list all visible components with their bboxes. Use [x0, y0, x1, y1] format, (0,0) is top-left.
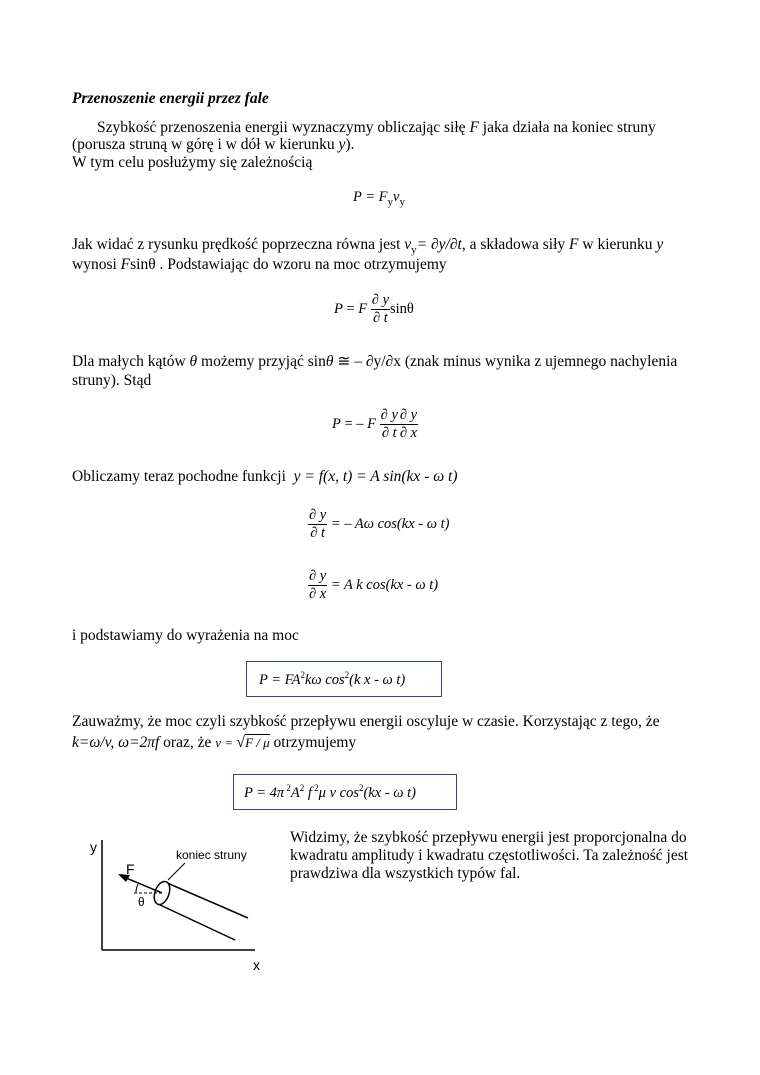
paragraph-1-line-3: W tym celu posłużymy się zależnością	[72, 154, 313, 171]
equation-power-definition: $P = F_yv_y$	[353, 189, 405, 208]
string-end-label: koniec struny	[176, 848, 247, 862]
string-end-figure	[80, 830, 280, 980]
string-edge-bottom	[158, 904, 235, 940]
paragraph-4: Obliczamy teraz pochodne funkcji y = f(x, t) = A sin(kx - ω t)	[72, 468, 458, 485]
paragraph-1-line-1: Szybkość przenoszenia energii wyznaczymy obliczając siłę F jaka działa na koniec struny	[97, 119, 656, 136]
y-axis-label: y	[90, 839, 97, 855]
equation-power-derivatives: P = – F $\frac{\partial y}{\partial t}$ $\frac{\partial y}{\partial x}$	[332, 407, 418, 441]
equation-power-sin: P = F $\frac{\partial y}{\partial t}$ sinθ	[334, 292, 414, 326]
x-axis-label: x	[253, 957, 260, 973]
paragraph-6-line-1: Zauważmy, że moc czyli szybkość przepływu energii oscyluje w czasie. Korzystając z tego, że	[72, 713, 660, 730]
paragraph-5: i podstawiamy do wyrażenia na moc	[72, 627, 299, 644]
angle-label: θ	[138, 895, 145, 909]
force-label: F	[126, 861, 135, 877]
label-pointer-line	[168, 863, 185, 880]
paragraph-3-line-1: Dla małych kątów θ możemy przyjąć sinθ ≅ – ∂y/∂x (znak minus wynika z ujemnego nachylenia	[72, 353, 678, 370]
equation-power-result: $P = FA^2k\omega$ $\cos^2(k$ x - ω t)	[259, 670, 406, 688]
angle-arc	[136, 884, 138, 893]
force-arrow-line	[124, 877, 162, 893]
boxed-equation-power	[246, 661, 442, 697]
equation-power-final: P = 4π $^2A^2$ f $^2$μ v $\cos^2(kx$ - ω t)	[244, 783, 416, 801]
paragraph-1-line-2: (porusza struną w górę i w dół w kierunku y).	[72, 136, 355, 153]
equation-dy-dx: $\frac{\partial y}{\partial x}$ = A k cos(kx - ω t)	[309, 568, 439, 602]
equation-dy-dt: $\frac{\partial y}{\partial t}$ = – Aω cos(kx - ω t)	[309, 507, 450, 541]
paragraph-2-line-1: Jak widać z rysunku prędkość poprzeczna równa jest $v_y= \partial y/\partial t$, a składowa siły F w kierunku y	[72, 236, 664, 257]
paragraph-2-line-2: wynosi Fsinθ . Podstawiając do wzoru na moc otrzymujemy	[72, 256, 447, 273]
section-heading: Przenoszenie energii przez fale	[72, 90, 269, 107]
paragraph-3-line-2: struny). Stąd	[72, 372, 152, 389]
paragraph-6-line-2: k=ω/v, ω=2πf oraz, że v = √F / μ otrzymujemy	[72, 734, 357, 751]
caption-line-1: Widzimy, że szybkość przepływu energii jest proporcjonalna do	[290, 829, 687, 846]
caption-line-2: kwadratu amplitudy i kwadratu częstotliwości. Ta zależność jest	[290, 847, 689, 864]
boxed-equation-power-final	[233, 774, 457, 810]
caption-line-3: prawdziwa dla wszystkich typów fal.	[290, 865, 521, 882]
